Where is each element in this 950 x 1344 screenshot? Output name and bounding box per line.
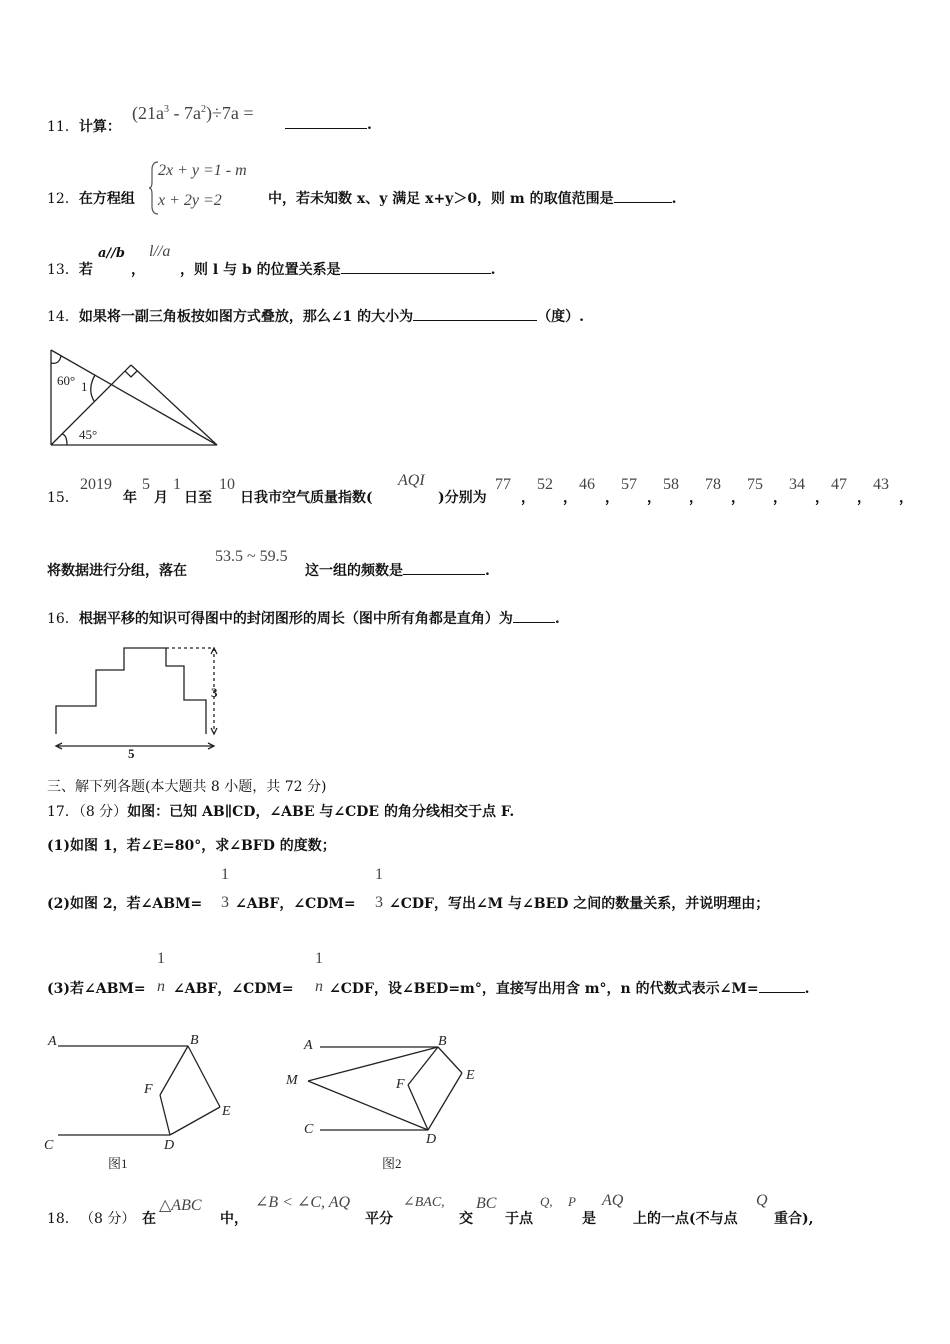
q16-number: 16．	[47, 611, 79, 627]
q13-line: 13．若	[47, 262, 93, 278]
q11-label: 计算：	[78, 119, 121, 135]
q16-label-height: 3	[211, 685, 218, 700]
q14-label-60: 60°	[57, 373, 76, 388]
q12-number: 12．	[47, 191, 79, 207]
fig1-label-D: D	[164, 1138, 175, 1153]
q13-number: 13．	[47, 262, 79, 278]
q14-arc-1	[91, 375, 95, 401]
q16-line: 16．根据平移的知识可得图中的封闭图形的周长（图中所有角都是直角）为 .	[47, 611, 560, 627]
q15-separator: ，	[605, 490, 619, 506]
q15-separator: ，	[563, 490, 577, 506]
q15-value: 47	[831, 476, 847, 493]
q17-part3: (3)若∠ABM= 1 n ∠ABF，∠CDM= 1 n ∠CDF，设∠BED=m°，直接写出用含 m°，n 的代数式表示∠M= .	[47, 950, 810, 997]
q17-figure2	[280, 1025, 500, 1175]
q14-figure	[45, 345, 225, 451]
fig2-caption: 图2	[382, 1156, 402, 1171]
fig1-seg-BF	[160, 1046, 188, 1095]
q14-edge-leg-45	[131, 365, 217, 445]
q15-separator: ，	[773, 490, 787, 506]
fig2-label-A: A	[304, 1038, 313, 1053]
q15-year: 2019	[80, 476, 112, 493]
q17-score: （8 分）	[78, 804, 128, 820]
q11-line	[47, 116, 121, 136]
q15-value: 77	[495, 476, 511, 493]
q12-line: 12．在方程组	[47, 191, 135, 207]
q15-separator: ，	[731, 490, 745, 506]
fig2-seg-BF	[408, 1047, 438, 1085]
q15-value: 78	[705, 476, 721, 493]
q15-blank[interactable]	[403, 562, 485, 575]
q15-aqi: AQI	[398, 472, 425, 489]
q15-value: 34	[789, 476, 805, 493]
fig1-label-E: E	[222, 1104, 231, 1119]
q15-separator: ，	[521, 490, 535, 506]
q15-value: 52	[537, 476, 553, 493]
q15-separator: ，	[857, 490, 871, 506]
fig1-seg-BE	[188, 1046, 220, 1107]
q14-arc-45	[62, 434, 67, 445]
q17-blank[interactable]	[759, 980, 805, 993]
fig1-seg-FD	[160, 1095, 170, 1135]
q15-line2: 将数据进行分组，落在 53.5 ~ 59.5 这一组的频数是 .	[47, 548, 490, 579]
q14-number: 14．	[47, 309, 79, 325]
q17-part1: (1)如图 1，若∠E=80°，求∠BFD 的度数；	[47, 838, 336, 854]
fig1-label-A: A	[48, 1034, 57, 1049]
q17-line: 17．（8 分）如图：已知 AB∥CD，∠ABE 与∠CDE 的角分线相交于点 F.	[47, 804, 515, 820]
q12-condition: 中，若未知数 x、y 满足 x+y＞0，则 m 的取值范围是 .	[268, 191, 677, 207]
q14-right-angle-mark	[125, 371, 137, 377]
q14-blank[interactable]	[413, 308, 537, 321]
q17-figure1	[40, 1025, 250, 1175]
q14-edge-hyp-60	[51, 350, 217, 445]
q11-blank[interactable]	[285, 116, 367, 129]
q12-eq1: 2x + y =1 - m	[158, 162, 247, 179]
fig1-label-C: C	[44, 1138, 54, 1153]
q13-cond2: l//a	[149, 243, 171, 260]
fig2-label-M: M	[286, 1073, 298, 1088]
fig2-label-C: C	[304, 1122, 314, 1137]
q11-answer: .	[285, 116, 372, 133]
q12-eq2: x + 2y =2	[158, 192, 222, 209]
q18-number: 18．	[47, 1211, 79, 1227]
fig1-seg-ED	[170, 1107, 220, 1135]
q16-label-width: 5	[128, 746, 135, 760]
fig2-label-B: B	[438, 1034, 447, 1049]
q15-separator: ，	[689, 490, 703, 506]
q15-value: 43	[873, 476, 889, 493]
q14-label-45: 45°	[79, 427, 98, 442]
fig2-label-F: F	[396, 1077, 405, 1092]
q13-cond1: a//b	[98, 246, 126, 261]
q15-number: 15．	[47, 490, 79, 506]
q13-blank[interactable]	[341, 261, 491, 274]
fig1-label-F: F	[144, 1082, 153, 1097]
q15-separator: ，	[815, 490, 829, 506]
q15-value: 75	[747, 476, 763, 493]
fig1-caption: 图1	[108, 1156, 128, 1171]
section3-title: 三、解下列各题(本大题共 8 小题，共 72 分)	[47, 779, 327, 795]
q18-line: 18． （8 分） 在 △ABC 中， ∠B < ∠C, AQ 平分 ∠BAC, 交 BC 于点 Q, P 是 AQ 上的一点(不与点 Q 重合),	[47, 1192, 814, 1227]
q14-arc-60	[51, 356, 61, 363]
q15-separator: ，	[899, 490, 913, 506]
q17-number: 17．	[47, 804, 79, 820]
q15-value: 58	[663, 476, 679, 493]
q11-formula: $(21a^3 - 7a^2)\div 7a$ =	[132, 103, 254, 123]
fig2-seg-ED	[428, 1073, 462, 1130]
q12-blank[interactable]	[614, 190, 672, 203]
q13-text: ，则 l 与 b 的位置关系是 .	[180, 262, 496, 278]
fig1-label-B: B	[190, 1033, 199, 1048]
fig2-seg-BE	[438, 1047, 462, 1073]
q14-line: 14．如果将一副三角板按如图方式叠放，那么∠1 的大小为 （度）.	[47, 309, 585, 325]
q15-range: 53.5 ~ 59.5	[215, 548, 288, 565]
q16-figure	[48, 640, 228, 760]
fig2-seg-MB	[308, 1047, 438, 1081]
q17-part2: (2)如图 2，若∠ABM= 1 3 ∠ABF，∠CDM= 1 3 ∠CDF，写出∠M 与∠BED 之间的数量关系，并说明理由；	[47, 866, 770, 912]
q16-blank[interactable]	[513, 610, 555, 623]
fig2-label-D: D	[426, 1132, 437, 1147]
q18-score: （8 分）	[80, 1211, 136, 1227]
q14-label-1: 1	[81, 379, 88, 394]
q15-value: 57	[621, 476, 637, 493]
q15-line1: 15． 2019 年 5 月 1 日至 10 日我市空气质量指数( AQI )分别为 77 ， 52 ， 46 ， 57 ， 58 ， 78 ， 75 ， 34 ， 47 ， 43 ，	[47, 472, 913, 506]
fig2-label-E: E	[466, 1068, 475, 1083]
q15-separator: ，	[647, 490, 661, 506]
q16-staircase	[56, 648, 206, 734]
q11-number: 11．	[47, 119, 79, 135]
q13-sep: ，	[131, 262, 145, 278]
q15-value: 46	[579, 476, 595, 493]
